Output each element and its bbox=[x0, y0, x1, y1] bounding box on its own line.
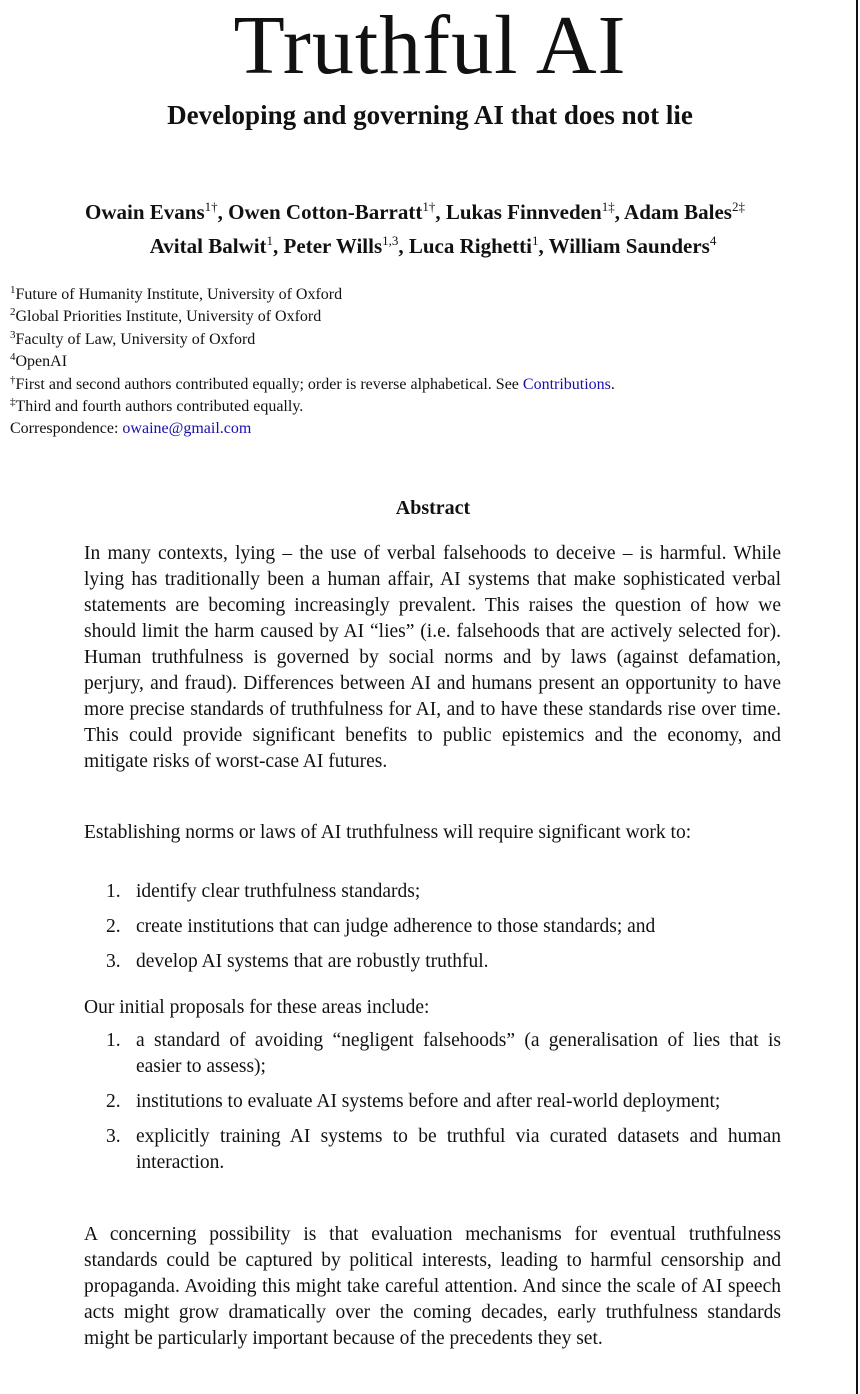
affiliation-line bbox=[10, 396, 615, 418]
list-number: 3. bbox=[106, 951, 121, 972]
abstract-paragraph: A concerning possibility is that evaluation mechanisms for eventual truthfulness standards could be captured by political interests, leading to harmful censorship and propaganda. Avoiding this might take careful attention. And since the scale of AI speech acts might grow dramatically over the coming decades, early truthfulness standards might be particularly important because of the precedents they set. bbox=[84, 1224, 781, 1349]
list-number: 1. bbox=[106, 1030, 121, 1051]
author-line-2: Avital Balwit$^1$, Peter Wills$^{1,3}$, Luca Righetti$^1$, William Saunders$^4$ bbox=[149, 233, 717, 258]
author-name: Luca Righetti bbox=[408, 234, 532, 258]
abstract-paragraph: Our initial proposals for these areas include: bbox=[84, 997, 430, 1018]
list-number: 3. bbox=[106, 1126, 121, 1147]
author-affil-mark: 1 bbox=[531, 233, 539, 248]
affiliation-mark: 2 bbox=[10, 306, 16, 319]
footnote-text-end: . bbox=[610, 375, 615, 393]
affiliation-mark: 4 bbox=[10, 351, 16, 364]
abstract-paragraph: Establishing norms or laws of AI truthfulness will require significant work to: bbox=[84, 822, 692, 843]
list-number: 2. bbox=[106, 916, 121, 937]
footnote-mark: ‡ bbox=[10, 396, 16, 409]
list-item bbox=[84, 949, 781, 975]
affiliation-line bbox=[10, 306, 615, 328]
correspondence-line bbox=[10, 418, 615, 440]
list-item bbox=[84, 1028, 781, 1080]
proposals-list bbox=[84, 1028, 781, 1185]
affiliation-mark: 3 bbox=[10, 328, 16, 341]
affiliation-text: Faculty of Law, University of Oxford bbox=[15, 330, 256, 348]
author-name: Owain Evans bbox=[85, 200, 205, 224]
requirements-list bbox=[84, 879, 781, 984]
list-item bbox=[84, 1089, 781, 1115]
correspondence-label: Correspondence: bbox=[10, 420, 123, 438]
author-affil-mark: 1,3 bbox=[382, 233, 399, 248]
author-affil-mark: 2‡ bbox=[731, 199, 745, 214]
abstract-heading: Abstract bbox=[395, 497, 471, 519]
author-affil-mark: 4 bbox=[709, 233, 717, 248]
list-item-text: explicitly training AI systems to be truthful via curated datasets and human interaction. bbox=[136, 1126, 781, 1173]
list-item-text: identify clear truthfulness standards; bbox=[136, 881, 421, 902]
abstract-paragraph: In many contexts, lying – the use of verbal falsehoods to deceive – is harmful. While lying has traditionally been a human affair, AI systems that make sophisticated verbal statements are becoming increasingly prevalent. This raises the question of how we should limit the harm caused by AI “lies” (i.e. falsehoods that are actively selected for). Human truthfulness is governed by social norms and by laws (against defamation, perjury, and fraud). Differences between AI and humans present an opportunity to have more precise standards of truthfulness for AI, and to have these standards rise over time. This could provide significant benefits to public epistemics and the economy, and mitigate risks of worst-case AI futures. bbox=[84, 543, 781, 772]
affiliation-text: Future of Humanity Institute, University of Oxford bbox=[15, 286, 343, 303]
page-edge-rule bbox=[856, 0, 858, 1394]
author-name: William Saunders bbox=[548, 234, 710, 258]
list-item-text: a standard of avoiding “negligent falsehoods” (a generalisation of lies that is easier to assess); bbox=[136, 1030, 781, 1077]
list-number: 2. bbox=[106, 1091, 121, 1112]
affiliation-line bbox=[10, 374, 615, 396]
author-name: Peter Wills bbox=[283, 234, 383, 258]
author-name: Avital Balwit bbox=[149, 234, 267, 258]
list-item-text: develop AI systems that are robustly truthful. bbox=[136, 951, 489, 972]
list-item-text: create institutions that can judge adherence to those standards; and bbox=[136, 916, 656, 937]
author-name: Adam Bales bbox=[624, 200, 732, 224]
affiliation-line bbox=[10, 284, 615, 306]
contributions-link[interactable]: Contributions bbox=[522, 375, 611, 393]
affiliation-mark: 1 bbox=[10, 284, 16, 296]
footnote-mark: † bbox=[10, 373, 16, 386]
email-link[interactable]: owaine@gmail.com bbox=[122, 420, 252, 438]
affiliation-text: OpenAI bbox=[15, 353, 68, 371]
affiliation-line bbox=[10, 351, 615, 373]
footnote-text: First and second authors contributed equally; order is reverse alphabetical. See bbox=[15, 375, 523, 393]
author-affil-mark: 1† bbox=[204, 199, 218, 214]
list-item bbox=[84, 1124, 781, 1176]
author-affil-mark: 1 bbox=[266, 233, 274, 248]
list-item bbox=[84, 914, 781, 940]
author-line-1: Owain Evans$^{1\dagger}$, Owen Cotton-Barratt$^{1\dagger}$, Lukas Finnveden$^{1\ddagger}$, Adam Bales$^{2\ddagger}$ bbox=[85, 199, 745, 224]
author-name: Owen Cotton-Barratt bbox=[228, 200, 423, 224]
author-name: Lukas Finnveden bbox=[445, 200, 602, 224]
author-affil-mark: 1† bbox=[422, 199, 436, 214]
list-item bbox=[84, 879, 781, 905]
affiliations-block bbox=[10, 284, 615, 441]
footnote-text: Third and fourth authors contributed equally. bbox=[15, 398, 304, 416]
affiliation-line bbox=[10, 329, 615, 351]
author-affil-mark: 1‡ bbox=[601, 199, 615, 214]
list-item-text: institutions to evaluate AI systems before and after real-world deployment; bbox=[136, 1091, 721, 1112]
paper-title: Truthful AI bbox=[233, 0, 627, 92]
list-number: 1. bbox=[106, 881, 121, 902]
affiliation-text: Global Priorities Institute, University of Oxford bbox=[15, 308, 322, 326]
paper-subtitle: Developing and governing AI that does not lie bbox=[167, 100, 693, 130]
